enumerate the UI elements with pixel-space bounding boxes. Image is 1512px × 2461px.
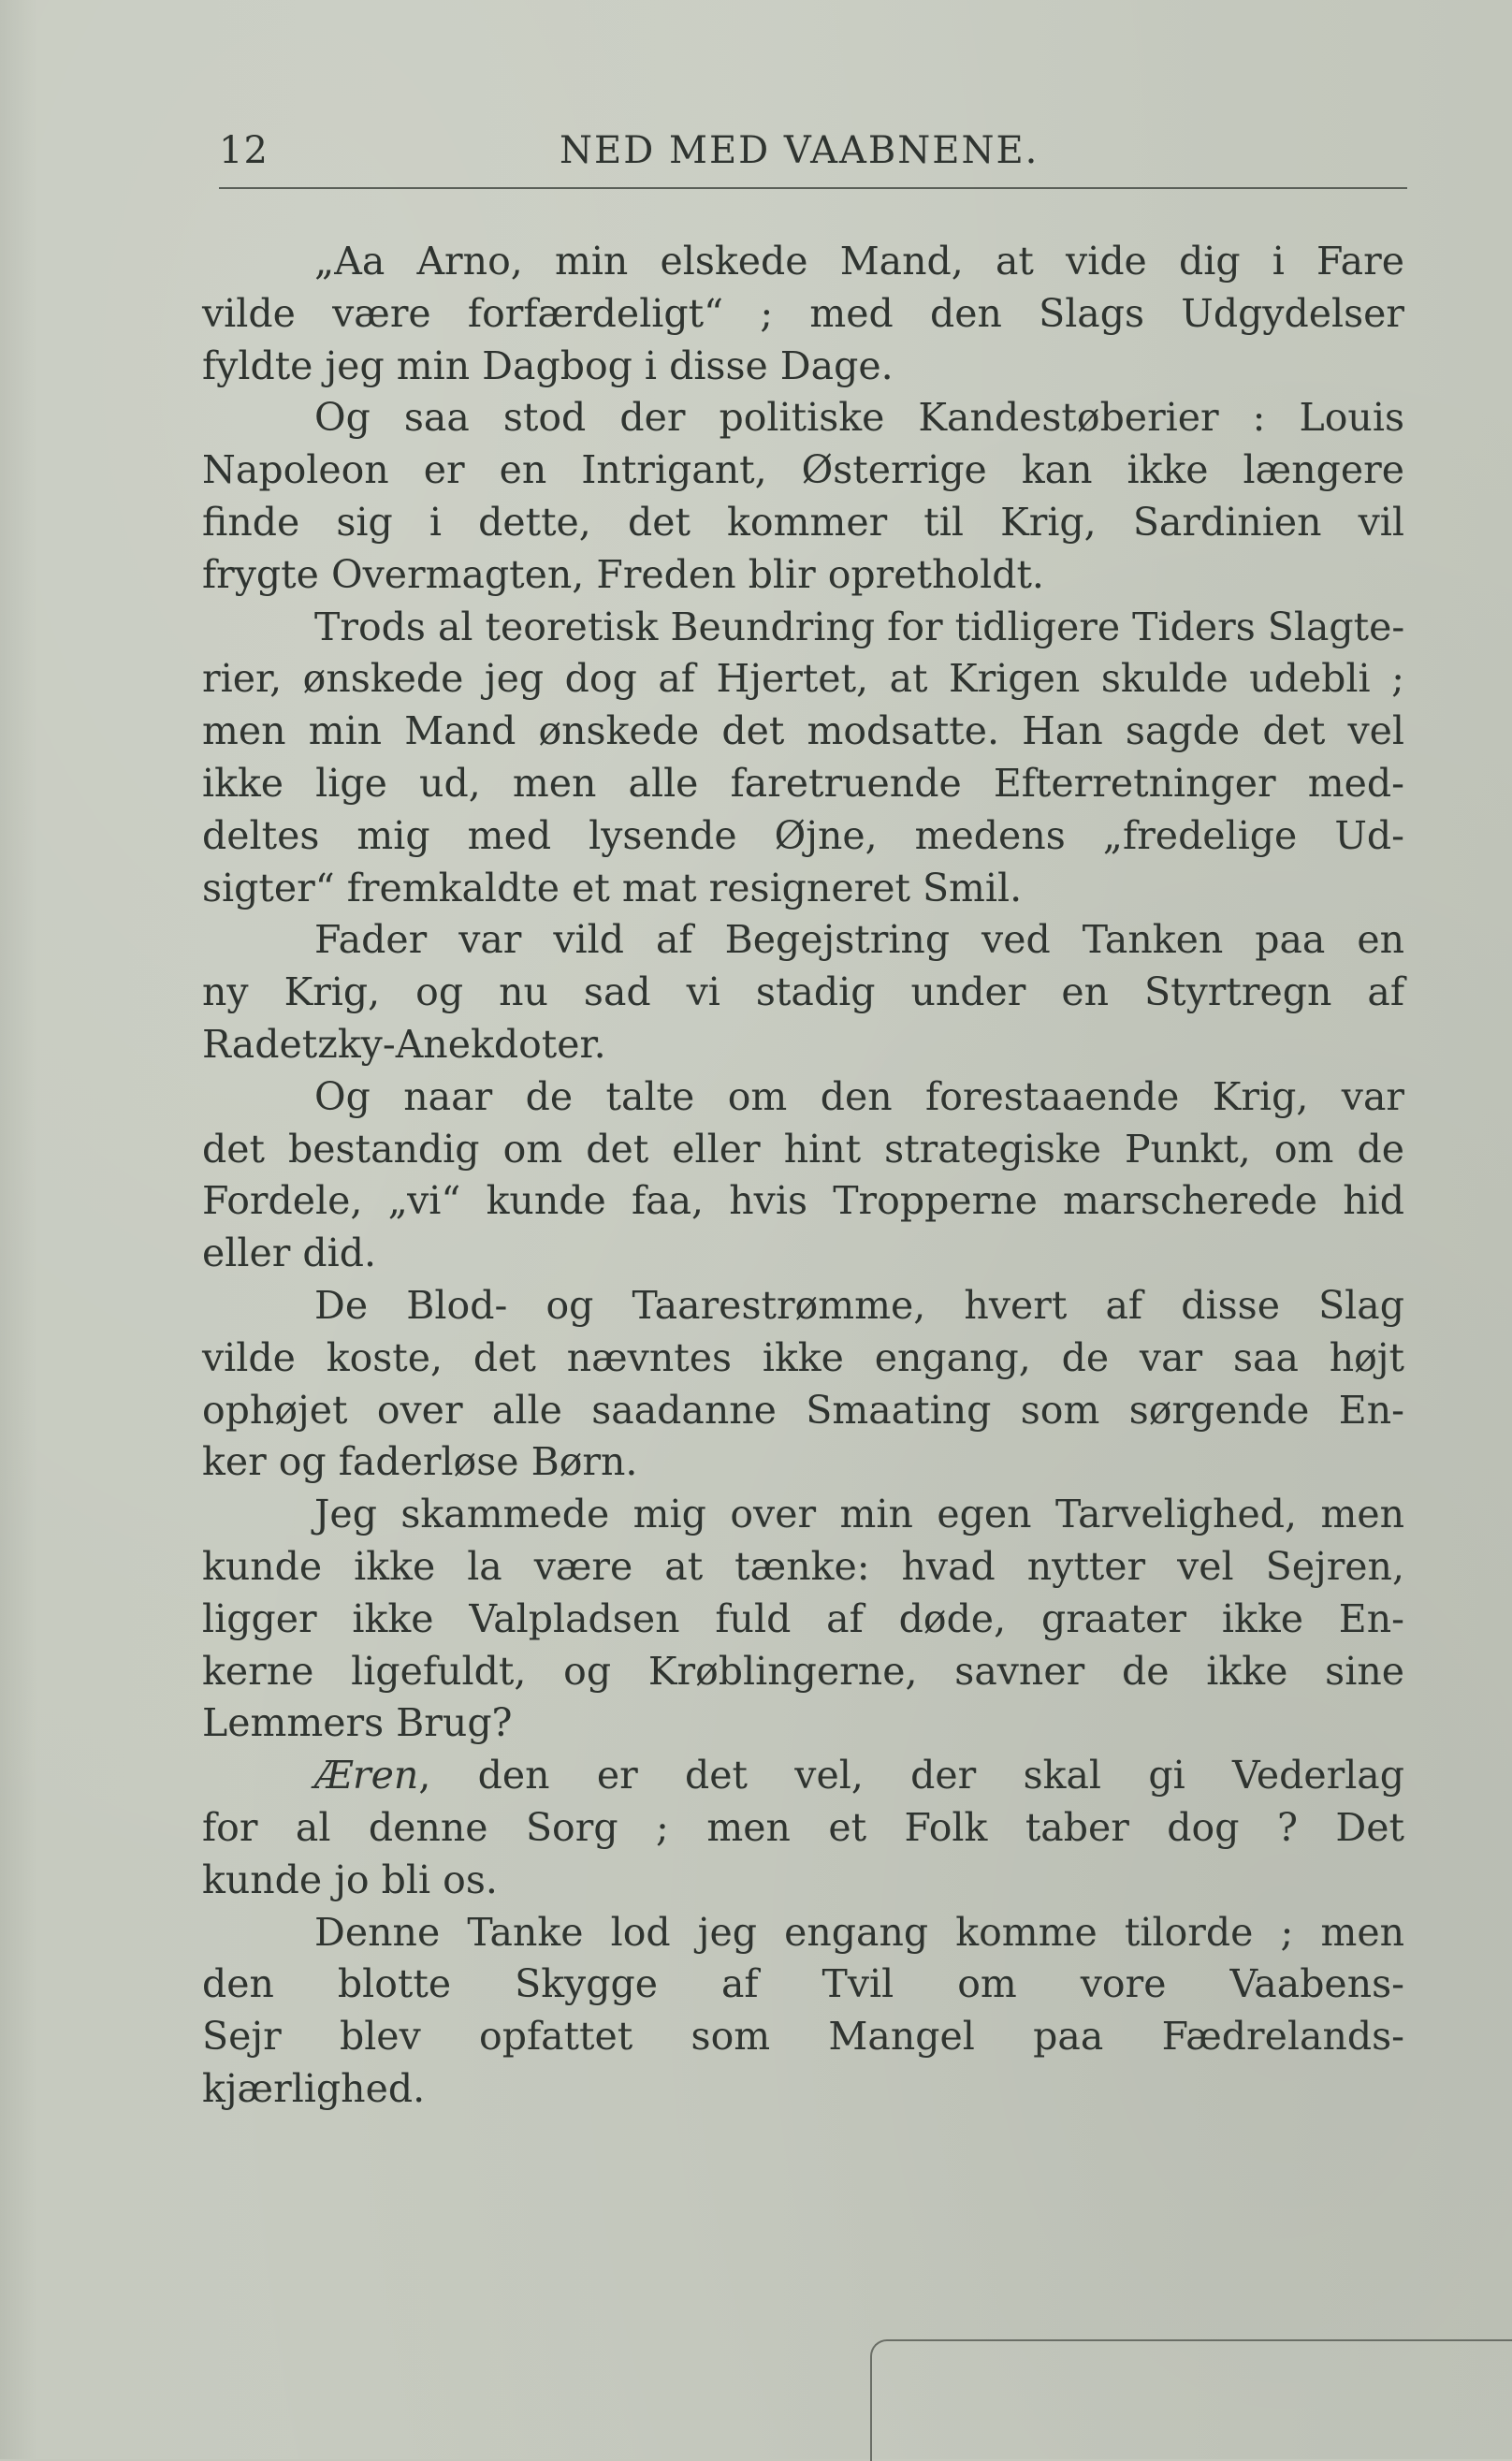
text-line: deltes mig med lysende Øjne, medens „fredelige Ud-	[202, 812, 1404, 858]
running-head: NED MED VAABNENE.	[560, 129, 1040, 172]
text-line: ker og faderløse Børn.	[202, 1439, 638, 1485]
text-line: den blotte Skygge af Tvil om vore Vaabens-	[202, 1961, 1404, 2007]
text-line: sigter“ fremkaldte et mat resigneret Smil.	[202, 865, 1023, 910]
text-line: Trods al teoretisk Beundring for tidligere Tiders Slagte-	[314, 604, 1405, 649]
text-line: Radetzky-Anekdoter.	[202, 1021, 606, 1067]
text-line: kunde ikke la være at tænke: hvad nytter vel Sejren,	[202, 1543, 1404, 1589]
text-line: kerne ligefuldt, og Krøblingerne, savner de ikke sine	[202, 1648, 1404, 1694]
text-line: det bestandig om det eller hint strategiske Punkt, om de	[202, 1126, 1404, 1172]
text-line: kunde jo bli os.	[202, 1857, 498, 1902]
text-line: Lemmers Brug?	[202, 1700, 513, 1746]
text-line: men min Mand ønskede det modsatte. Han sagde det vel	[202, 708, 1404, 754]
text-line: rier, ønskede jeg dog af Hjertet, at Krigen skulde udebli ;	[202, 656, 1404, 702]
text-line: Sejr blev opfattet som Mangel paa Fædrelands-	[202, 2014, 1404, 2060]
body-text	[202, 236, 1404, 2116]
text-line: vilde koste, det nævntes ikke engang, de var saa højt	[202, 1334, 1404, 1380]
page-number: 12	[219, 129, 269, 172]
text-line: eller did.	[202, 1230, 377, 1276]
text-line: ny Krig, og nu sad vi stadig under en Styrtregn af	[202, 969, 1404, 1015]
text-line: Og naar de talte om den forestaaende Krig, var	[314, 1073, 1404, 1119]
text-line: finde sig i dette, det kommer til Krig, Sardinien vil	[202, 499, 1404, 545]
text-line: „Aa Arno, min elskede Mand, at vide dig i Fare	[314, 239, 1404, 284]
text-line: ophøjet over alle saadanne Smaating som sørgende En-	[202, 1387, 1404, 1433]
text-line: fyldte jeg min Dagbog i disse Dage.	[202, 342, 894, 388]
text-line: for al denne Sorg ; men et Folk taber dog ? Det	[202, 1804, 1404, 1850]
text-line: vilde være forfærdeligt“ ; med den Slags Udgydelser	[202, 290, 1404, 336]
text-line: Jeg skammede mig over min egen Tarvelighed, men	[314, 1492, 1404, 1537]
text-line: ikke lige ud, men alle faretruende Efterretninger med-	[202, 760, 1404, 806]
text-line: frygte Overmagten, Freden blir opretholdt.	[202, 551, 1044, 597]
text-line: Napoleon er en Intrigant, Østerrige kan ikke længere	[202, 447, 1404, 493]
text-line: Og saa stod der politiske Kandestøberier : Louis	[314, 395, 1404, 441]
text-line: Fader var vild af Begejstring ved Tanken paa en	[314, 917, 1404, 963]
italic-word: Æren	[314, 1753, 419, 1798]
text-line: Fordele, „vi“ kunde faa, hvis Tropperne marscherede hid	[202, 1178, 1404, 1224]
text-line: De Blod- og Taarestrømme, hvert af disse Slag	[314, 1282, 1404, 1328]
header-rule	[219, 187, 1407, 189]
text-line: kjærlighed.	[202, 2065, 426, 2111]
corner-frame	[870, 2339, 1512, 2461]
page-header	[219, 129, 1407, 185]
text-line: Denne Tanke lod jeg engang komme tilorde ; men	[314, 1909, 1404, 1955]
text-line: Æren, den er det vel, der skal gi Vederlag	[314, 1753, 1404, 1798]
text-line: ligger ikke Valpladsen fuld af døde, graater ikke En-	[202, 1595, 1404, 1641]
